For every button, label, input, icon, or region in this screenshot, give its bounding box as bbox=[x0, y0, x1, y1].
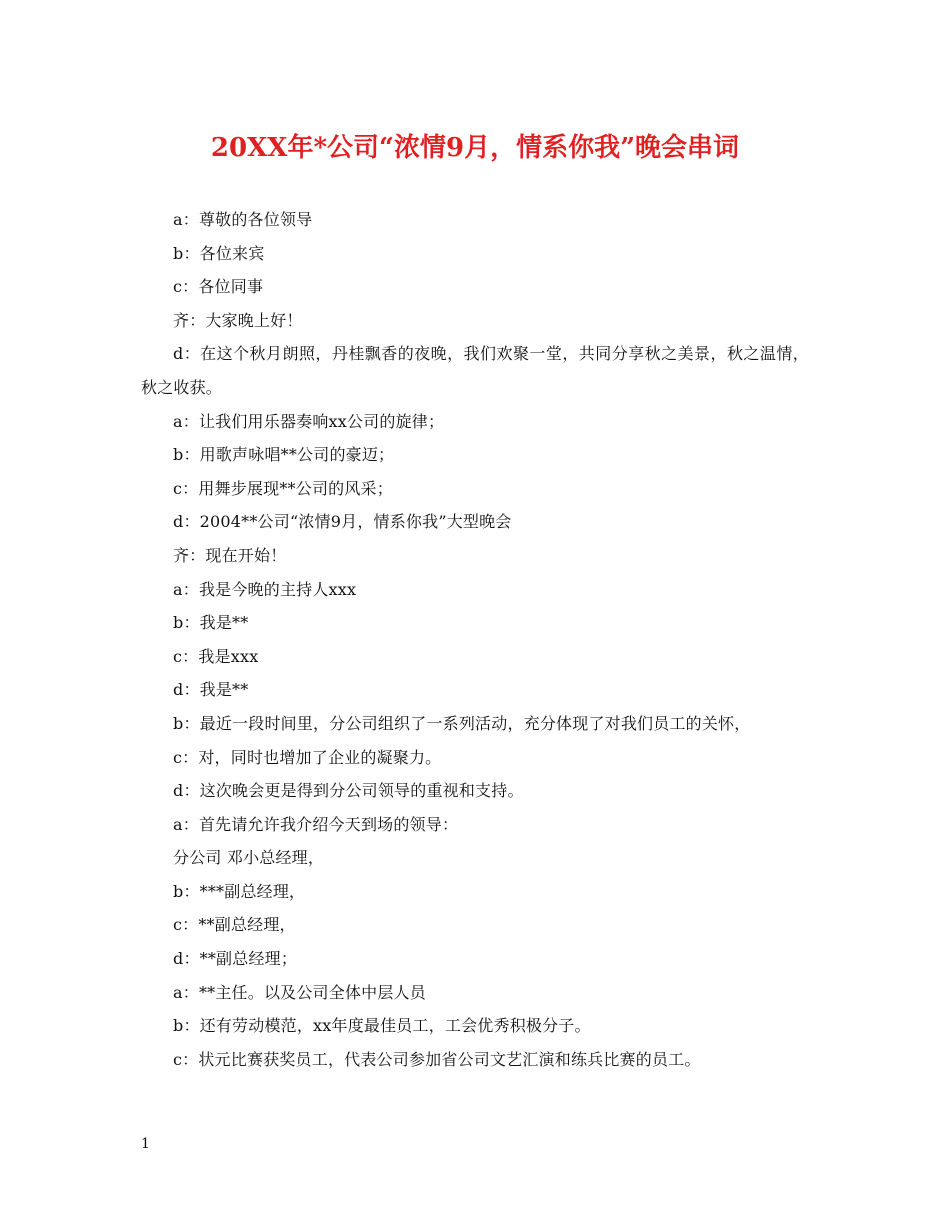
paragraph: b：用歌声咏唱**公司的豪迈； bbox=[173, 445, 395, 465]
paragraph: c：各位同事 bbox=[173, 277, 264, 297]
paragraph: a：让我们用乐器奏响xx公司的旋律； bbox=[173, 411, 445, 431]
paragraph: b：***副总经理， bbox=[173, 881, 306, 901]
paragraph: b：我是** bbox=[173, 613, 249, 633]
paragraph: 齐：现在开始！ bbox=[173, 545, 287, 565]
paragraph: a：尊敬的各位领导 bbox=[173, 210, 313, 229]
paragraph: c：状元比赛获奖员工，代表公司参加省公司文艺汇演和练兵比赛的员工。 bbox=[173, 1049, 701, 1069]
paragraph: c：我是xxx bbox=[173, 646, 259, 666]
paragraph: d：2004**公司“浓情9月，情系你我”大型晚会 bbox=[173, 512, 512, 532]
page-number: 1 bbox=[141, 1136, 150, 1152]
document-title: 20XX年*公司“浓情9月，情系你我”晚会串词 bbox=[210, 133, 740, 163]
paragraph: d：我是** bbox=[173, 680, 249, 700]
paragraph: 分公司 邓小总经理， bbox=[173, 848, 325, 868]
paragraph: a：**主任。以及公司全体中层人员 bbox=[173, 982, 426, 1002]
paragraph: d：**副总经理； bbox=[173, 949, 298, 969]
paragraph: c：对，同时也增加了企业的凝聚力。 bbox=[173, 747, 442, 767]
paragraph: a：首先请允许我介绍今天到场的领导： bbox=[173, 814, 459, 834]
paragraph: 齐：大家晚上好！ bbox=[173, 310, 303, 330]
paragraph: c：**副总经理， bbox=[173, 915, 296, 935]
paragraph: c：用舞步展现**公司的风采； bbox=[173, 478, 393, 498]
paragraph: b：还有劳动模范，xx年度最佳员工，工会优秀积极分子。 bbox=[173, 1016, 591, 1036]
paragraph: d：这次晚会更是得到分公司领导的重视和支持。 bbox=[173, 781, 524, 801]
document-body bbox=[141, 203, 809, 1076]
paragraph: b：各位来宾 bbox=[173, 243, 265, 263]
paragraph: d：在这个秋月朗照，丹桂飘香的夜晚，我们欢聚一堂，共同分享秋之美景，秋之温情，秋之收获。 bbox=[141, 344, 809, 397]
paragraph: a：我是今晚的主持人xxx bbox=[173, 579, 357, 599]
paragraph: b：最近一段时间里，分公司组织了一系列活动，充分体现了对我们员工的关怀， bbox=[173, 713, 751, 733]
